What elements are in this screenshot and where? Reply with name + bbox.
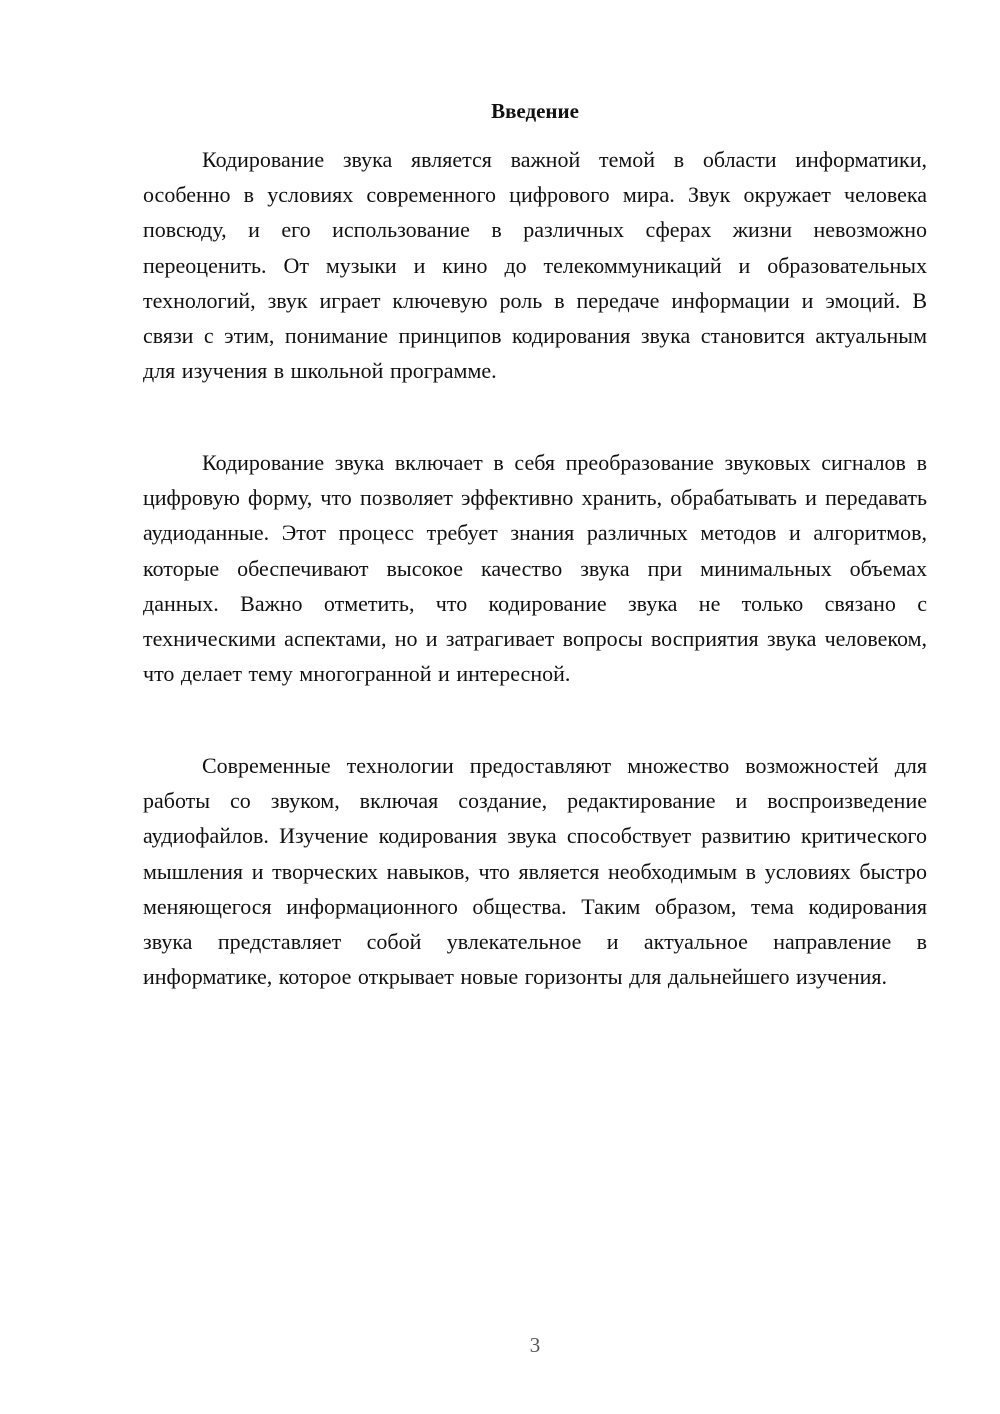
- paragraph-3: Современные технологии предоставляют множество возможностей для работы со звуком, включая создание, редактирование и воспроизведение аудиофайлов. Изучение кодирования звука способствует развитию критического мышления и творческих навыков, что является необходимым в условиях быстро меняющегося информационного общества. Таким образом, тема кодирования звука представляет собой увлекательное и актуальное направление в информатике, которое открывает новые горизонты для дальнейшего изучения.: [143, 753, 927, 990]
- paragraph-2: Кодирование звука включает в себя преобразование звуковых сигналов в цифровую форму, что позволяет эффективно хранить, обрабатывать и передавать аудиоданные. Этот процесс требует знания различных методов и алгоритмов, которые обеспечивают высокое качество звука при минимальных объемах данных. Важно отметить, что кодирование звука не только связано с техническими аспектами, но и затрагивает вопросы восприятия звука человеком, что делает тему многогранной и интересной.: [143, 450, 927, 687]
- section-heading: Введение: [491, 99, 579, 123]
- page-number: 3: [529, 1333, 541, 1357]
- paragraph-1: Кодирование звука является важной темой в области информатики, особенно в условиях современного цифрового мира. Звук окружает человека повсюду, и его использование в различных сферах жизни невозможно переоценить. От музыки и кино до телекоммуникаций и образовательных технологий, звук играет ключевую роль в передаче информации и эмоций. В связи с этим, понимание принципов кодирования звука становится актуальным для изучения в школьной программе.: [143, 147, 927, 384]
